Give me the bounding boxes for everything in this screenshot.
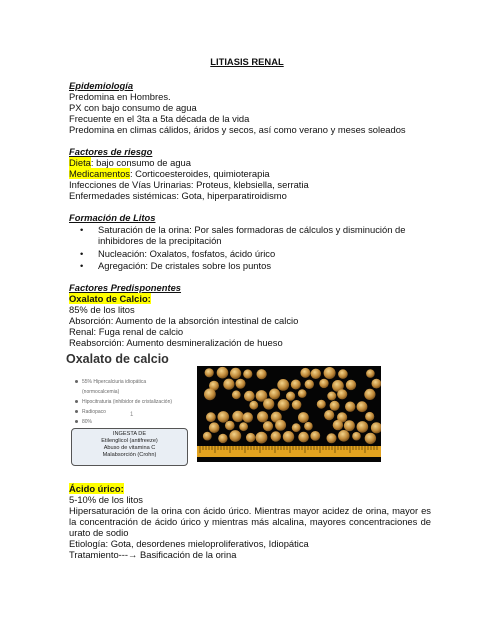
bullet-icon: • bbox=[80, 224, 84, 235]
stone-icon bbox=[310, 431, 320, 441]
acido-urico-tratamiento: Tratamiento---→ Basificación de la orina bbox=[69, 549, 237, 560]
figure-list-item: Radiopaco bbox=[75, 407, 172, 417]
arrow-right-icon: → bbox=[128, 549, 138, 560]
stone-icon bbox=[204, 388, 216, 400]
section-heading-epidemiologia: Epidemiología bbox=[69, 80, 134, 91]
stone-icon bbox=[203, 432, 212, 441]
epidemiologia-line: PX con bajo consumo de agua bbox=[69, 102, 197, 113]
section-heading-factores-riesgo: Factores de riesgo bbox=[69, 146, 153, 157]
stone-icon bbox=[217, 367, 229, 379]
stone-icon bbox=[271, 431, 281, 441]
stone-icon bbox=[366, 369, 375, 378]
epidemiologia-line: Predomina en climas cálidos, áridos y secos, así como verano y meses soleados bbox=[69, 124, 406, 135]
stone-icon bbox=[305, 380, 314, 389]
stone-icon bbox=[230, 368, 241, 379]
bullet-icon: • bbox=[80, 248, 84, 259]
stone-icon bbox=[225, 421, 235, 431]
stone-icon bbox=[317, 400, 326, 409]
stone-icon bbox=[283, 431, 294, 442]
stone-icon bbox=[205, 368, 214, 377]
oxalato-line: Absorción: Aumento de la absorción intestinal de calcio bbox=[69, 315, 299, 326]
stone-icon bbox=[372, 379, 382, 389]
stone-icon bbox=[324, 367, 336, 379]
stone-icon bbox=[338, 430, 350, 442]
stone-icon bbox=[246, 433, 255, 442]
stone-icon bbox=[232, 390, 241, 399]
stone-icon bbox=[232, 411, 243, 422]
stone-icon bbox=[269, 389, 280, 400]
stone-icon bbox=[218, 411, 230, 423]
stone-icon bbox=[319, 379, 328, 388]
bullet-icon bbox=[75, 420, 78, 423]
risk-factor-dieta bbox=[69, 157, 191, 168]
stones-illustration bbox=[197, 366, 381, 462]
kidney-stones-photo bbox=[197, 366, 381, 462]
stone-icon bbox=[345, 402, 355, 412]
figure-list-item: 80% bbox=[75, 417, 172, 427]
stone-icon bbox=[218, 434, 227, 443]
stone-icon bbox=[263, 421, 273, 431]
document-title: LITIASIS RENAL bbox=[210, 56, 284, 67]
stone-icon bbox=[291, 380, 301, 390]
formacion-bullet: Agregación: De cristales sobre los puntos bbox=[98, 260, 272, 271]
stone-icon bbox=[243, 412, 253, 422]
stone-icon bbox=[365, 412, 374, 421]
oxalato-heading bbox=[69, 293, 151, 304]
stone-icon bbox=[324, 410, 334, 420]
formacion-bullet: Saturación de la orina: Por sales formadoras de cálculos y disminución de inhibidores de la precipitación bbox=[98, 224, 406, 246]
stone-icon bbox=[364, 389, 375, 400]
oxalato-line: Reabsorción: Aumento desmineralización de hueso bbox=[69, 337, 283, 348]
stone-icon bbox=[327, 433, 337, 443]
stone-icon bbox=[357, 401, 368, 412]
stone-icon bbox=[292, 400, 302, 410]
formacion-bullet: Nucleación: Oxalatos, fosfatos, ácido úrico bbox=[98, 248, 276, 259]
stone-icon bbox=[275, 420, 286, 431]
figure-list-item: 55% Hipercalciuria idiopática bbox=[75, 377, 172, 387]
figure-title: Oxalato de calcio bbox=[66, 352, 169, 366]
risk-factor-medicamentos bbox=[69, 168, 270, 179]
highlight-medicamentos: Medicamentos bbox=[69, 168, 130, 179]
stone-icon bbox=[263, 398, 274, 409]
stone-icon bbox=[286, 392, 295, 401]
stone-icon bbox=[300, 368, 310, 378]
stone-icon bbox=[243, 369, 252, 378]
ruler-icon bbox=[197, 446, 381, 457]
stone-icon bbox=[365, 433, 376, 444]
box-line: Etilenglicol (antifreeze) bbox=[101, 438, 158, 444]
risk-factor-enfermedades: Enfermedades sistémicas: Gota, hiperparatiroidismo bbox=[69, 190, 287, 201]
stone-icon bbox=[298, 432, 309, 443]
acido-urico-paragraph: Hipersaturación de la orina con ácido úrico. Mientras mayor acidez de orina, mayor es la concentración de ácido úrico y mientras más alcalina, mayores concentraciones de urato de sodio bbox=[69, 505, 431, 538]
figure-list bbox=[75, 377, 172, 427]
oxalato-line: 85% de los litos bbox=[69, 304, 135, 315]
section-heading-predisponentes: Factores Predisponentes bbox=[69, 282, 182, 293]
highlight-oxalato: Oxalato de Calcio: bbox=[69, 293, 151, 304]
stone-icon bbox=[337, 389, 347, 399]
stone-icon bbox=[338, 369, 348, 379]
stone-icon bbox=[298, 389, 307, 398]
acido-urico-line: 5-10% de los litos bbox=[69, 494, 143, 505]
stone-icon bbox=[257, 369, 267, 379]
oxalato-figure bbox=[66, 349, 438, 477]
highlight-acido-urico: Ácido úrico: bbox=[69, 483, 124, 494]
figure-number: 1 bbox=[130, 412, 134, 418]
stone-icon bbox=[229, 430, 241, 442]
bullet-icon bbox=[75, 400, 78, 403]
box-line: Abuso de vitamina C bbox=[103, 445, 156, 451]
stone-icon bbox=[311, 369, 321, 379]
stone-icon bbox=[223, 379, 234, 390]
highlight-dieta: Dieta bbox=[69, 157, 91, 168]
stone-icon bbox=[236, 379, 246, 389]
stone-icon bbox=[352, 432, 361, 441]
dieta-text: : bajo consumo de agua bbox=[90, 157, 191, 168]
stone-icon bbox=[277, 379, 289, 391]
stone-icon bbox=[244, 391, 255, 402]
stone-icon bbox=[249, 401, 258, 410]
bullet-icon bbox=[75, 410, 78, 413]
stone-icon bbox=[292, 423, 301, 432]
section-heading-formacion: Formación de Litos bbox=[69, 212, 156, 223]
figure-list-item: Hipocitraturia (inhibidor de cristalización) bbox=[75, 397, 172, 407]
figure-list-item: (normocalcemia) bbox=[82, 389, 120, 395]
stone-icon bbox=[256, 432, 268, 444]
stone-icon bbox=[304, 422, 313, 431]
epidemiologia-line: Frecuente en el 3ta a 5ta década de la vida bbox=[69, 113, 250, 124]
epidemiologia-line: Predomina en Hombres. bbox=[69, 91, 171, 102]
stone-icon bbox=[257, 411, 268, 422]
box-line: Malabsorción (Crohn) bbox=[102, 452, 157, 458]
acido-urico-etiologia: Etiología: Gota, desordenes mieloproliferativos, Idiopática bbox=[69, 538, 309, 549]
stone-icon bbox=[344, 420, 355, 431]
bullet-icon: • bbox=[80, 260, 84, 271]
stone-icon bbox=[346, 380, 356, 390]
bullet-icon bbox=[75, 380, 78, 383]
medicamentos-text: : Corticoesteroides, quimioterapia bbox=[129, 168, 270, 179]
stone-icon bbox=[357, 421, 369, 433]
risk-factor-infecciones: Infecciones de Vías Urinarias: Proteus, klebsiella, serratia bbox=[69, 179, 309, 190]
acido-urico-heading bbox=[69, 483, 124, 494]
stone-icon bbox=[330, 401, 340, 411]
figure-ingesta-box bbox=[71, 428, 188, 466]
stone-icon bbox=[333, 420, 343, 430]
stone-icon bbox=[206, 412, 216, 422]
stone-icon bbox=[298, 412, 309, 423]
stone-icon bbox=[209, 422, 220, 433]
box-line: INGESTA DE bbox=[112, 431, 147, 437]
stone-icon bbox=[327, 392, 336, 401]
stone-icon bbox=[239, 422, 248, 431]
oxalato-line: Renal: Fuga renal de calcio bbox=[69, 326, 184, 337]
stone-icon bbox=[278, 399, 290, 411]
